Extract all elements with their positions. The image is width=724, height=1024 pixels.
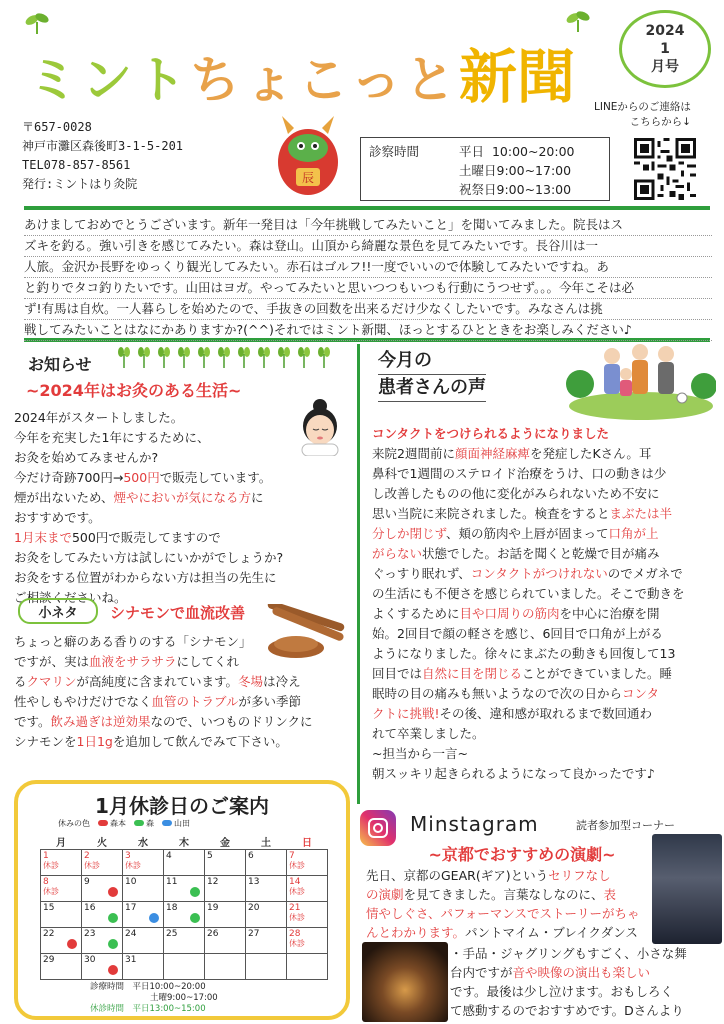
closed-label: 休診: [84, 861, 100, 870]
text-run: 状態でした。お話を聞くと乾燥で目が痛み: [422, 546, 660, 561]
highlight-text: コンタ: [622, 686, 660, 701]
calendar-day: [287, 928, 328, 954]
sprout-icon: [158, 346, 170, 368]
text-line: [366, 904, 648, 923]
text-line: [372, 684, 712, 704]
weekday-header: 木: [164, 834, 205, 850]
day-number: 2: [84, 851, 90, 861]
calendar-day: [123, 876, 164, 902]
text-run: は冷え: [263, 674, 301, 689]
notice-body: [14, 408, 294, 608]
day-number: 24: [125, 929, 137, 939]
calendar-day: [41, 902, 82, 928]
text-run: のでメガネで: [607, 566, 683, 581]
calendar-week: [41, 954, 328, 980]
postal-code: 〒657-0028: [22, 120, 92, 134]
text-run: シナモンを: [14, 734, 77, 749]
weekday-header: 日: [287, 834, 328, 850]
title-part3: 新聞: [459, 43, 576, 111]
calendar-day: [123, 902, 164, 928]
text-line: [372, 504, 712, 524]
calendar-day: [41, 928, 82, 954]
highlight-text: 血液をサラサラ: [89, 654, 177, 669]
staff-off-marker: [190, 887, 200, 897]
calendar-footer: [90, 982, 218, 1015]
text-run: を見てきました。言葉なしなのに、: [403, 887, 604, 902]
calendar-day: [246, 876, 287, 902]
text-line: [372, 444, 712, 464]
text-run: です。最後は少し泣けます。おもしろく: [450, 984, 674, 999]
text-line: [372, 724, 712, 744]
hours-time: 10:00~20:00: [491, 144, 575, 159]
highlight-text: 表: [603, 887, 617, 902]
divider: [24, 206, 710, 210]
text-run: に: [251, 490, 264, 505]
calendar-day: [164, 902, 205, 928]
sprout-icon: [24, 12, 50, 34]
text-run: 先日、京都のGEAR(ギア)という: [366, 868, 549, 883]
highlight-text: 顔面神経麻痺: [454, 446, 530, 461]
tip-body: [14, 632, 344, 752]
day-number: 15: [43, 903, 55, 913]
instagram-body: [366, 866, 648, 942]
text-line: [366, 923, 648, 942]
patient-voice-heading: [378, 348, 486, 402]
highlight-text: 分しか閉じず: [372, 526, 447, 541]
notice-line: お灸を始めてみませんか?: [14, 450, 159, 465]
day-number: 23: [84, 929, 96, 939]
calendar-day: [287, 902, 328, 928]
legend-item: [162, 818, 190, 829]
text-run: を発症したKさん。耳: [529, 446, 652, 461]
calendar-table: [40, 834, 328, 980]
intro-line: 戦してみたいことはなにかありますか?(^^)それではミント新聞、ほっとするひとときをお楽しみください♪: [24, 320, 712, 341]
telephone: TEL078-857-8561: [22, 158, 131, 172]
text-run: パントマイム・ブレイクダンス: [465, 925, 638, 940]
text-run: が高純度に含まれています。: [76, 674, 239, 689]
clinic-address: [22, 118, 183, 194]
publisher: 発行:ミントはり灸院: [22, 177, 138, 191]
calendar-day: [164, 876, 205, 902]
hours-day: 土曜日: [459, 163, 497, 178]
calendar-week: [41, 902, 328, 928]
highlight-text: クマリン: [26, 674, 77, 689]
text-run: よくするために: [372, 606, 460, 621]
highlight-text: コンタクトがつけれない: [470, 566, 608, 581]
day-number: 28: [289, 929, 301, 939]
text-run: 朝スッキリ起きられるようになって良かったです♪: [372, 766, 655, 781]
intro-line: 人旅。金沢か長野をゆっくり観光してみたい。赤石はゴルフ!!一度でいいので体験してみたいですね。あ: [24, 257, 712, 278]
weekday-header: 水: [123, 834, 164, 850]
calendar-day: [164, 850, 205, 876]
day-number: 21: [289, 903, 301, 913]
calendar-day: [246, 850, 287, 876]
highlight-text: 情やしぐさ、パフォーマンスでストーリーがちゃ: [366, 906, 640, 921]
notice-line: [14, 488, 294, 508]
legend-dot: [162, 820, 172, 826]
issue-unit: 月号: [651, 59, 679, 75]
closed-label: 休診: [125, 861, 141, 870]
hours-day: 祝祭日: [459, 182, 497, 197]
calendar-day: [246, 902, 287, 928]
calendar-legend: [58, 818, 190, 829]
highlight-text: セリフなし: [548, 868, 611, 883]
highlight-text: 飲み過ぎは逆効果: [50, 714, 151, 729]
calendar-day: [82, 902, 123, 928]
day-number: 16: [84, 903, 96, 913]
text-line: [366, 866, 648, 885]
day-number: 12: [207, 877, 219, 887]
street-address: 神戸市灘区森後町3-1-5-201: [22, 139, 184, 153]
line-qr-code[interactable]: [634, 138, 696, 200]
calendar-day: [205, 850, 246, 876]
text-run: 来院2週間前に: [372, 446, 455, 461]
voice-heading-line1: 今月の: [378, 348, 486, 375]
title-part1: ミント: [28, 51, 190, 109]
closed-label: 休診: [43, 861, 59, 870]
instagram-icon[interactable]: [360, 810, 396, 846]
text-line: [450, 944, 722, 963]
tip-title: シナモンで血流改善: [110, 604, 246, 622]
calendar-day: [246, 928, 287, 954]
day-number: 18: [166, 903, 178, 913]
text-run: が多い季節: [238, 694, 302, 709]
notice-line: お灸をしてみたい方は試しにいかがでしょうか?: [14, 550, 284, 565]
text-line: [372, 624, 712, 644]
calendar-day: [82, 876, 123, 902]
intro-line: ズキを釣る。強い引きを感じてみたい。森は登山。山頂から綺麗な景色を見てみたいです。長谷川は一: [24, 236, 712, 257]
tip-label: 小ネタ: [18, 598, 98, 624]
instagram-subtitle: ~京都でおすすめの演劇~: [428, 845, 616, 864]
text-line: [372, 464, 712, 484]
legend-dot: [134, 820, 144, 826]
sprout-icon: [278, 346, 290, 368]
calendar-week: [41, 876, 328, 902]
text-run: を中心に治療を開: [559, 606, 660, 621]
highlight-text: 1月末まで: [14, 530, 72, 545]
consultation-hours: [360, 137, 610, 201]
highlight-text: まぶたは半: [609, 506, 673, 521]
text-line: [372, 644, 712, 664]
instagram-section-title: Minstagram: [410, 812, 539, 836]
text-run: る: [14, 674, 27, 689]
hours-time: 9:00~13:00: [496, 182, 572, 197]
staff-off-marker: [108, 939, 118, 949]
calendar-week: [41, 850, 328, 876]
legend-item: [134, 818, 154, 829]
text-run: 、頬の筋肉や上唇が固まって: [446, 526, 609, 541]
legend-name: 森本: [110, 819, 126, 828]
highlight-text: がらない: [372, 546, 423, 561]
tip-line: ちょっと癖のある香りのする「シナモン」: [14, 634, 252, 649]
text-line: [450, 1001, 722, 1020]
svg-text:辰: 辰: [301, 171, 315, 185]
text-run: 500円で販売してますので: [71, 530, 221, 545]
day-number: 10: [125, 877, 137, 887]
hours-time: 9:00~17:00: [496, 163, 572, 178]
weekday-header: 土: [246, 834, 287, 850]
day-number: 4: [166, 851, 172, 861]
staff-off-marker: [108, 913, 118, 923]
text-run: にしてくれ: [176, 654, 240, 669]
dragon-daruma-illustration: [272, 112, 344, 198]
calendar-hours: 診療時間 平日10:00~20:00: [90, 982, 206, 992]
line-contact-note: [594, 100, 691, 130]
day-number: 14: [289, 877, 301, 887]
tip-line: [14, 672, 344, 692]
intro-paragraph: [24, 215, 712, 341]
highlight-text: 煙やにおいが気になる方: [113, 490, 252, 505]
highlight-text: 口角が上: [608, 526, 659, 541]
text-run: ぐっすり眠れず、: [372, 566, 471, 581]
calendar-day: [205, 902, 246, 928]
highlight-text: 血管のトラブル: [151, 694, 239, 709]
day-number: 9: [84, 877, 90, 887]
notice-line: おすすめです。: [14, 510, 101, 525]
sprout-icon: [238, 346, 250, 368]
line-note-2: こちらから↓: [629, 116, 691, 128]
highlight-text: の演劇: [366, 887, 404, 902]
closed-label: 休診: [289, 887, 305, 896]
calendar-day: [205, 876, 246, 902]
day-number: 17: [125, 903, 137, 913]
highlight-text: 自然に目を閉じる: [422, 666, 523, 681]
calendar-break-hours: 休診時間 平日13:00~15:00: [90, 1004, 206, 1014]
sprout-icon: [198, 346, 210, 368]
text-line: [372, 664, 712, 684]
closed-days-calendar: [14, 780, 350, 1020]
weekday-header: 月: [41, 834, 82, 850]
text-run: ようになりました。徐々にまぶたの動きも回復して13: [372, 646, 676, 661]
legend-label: 休みの色: [58, 819, 90, 828]
sprout-icon: [218, 346, 230, 368]
column-divider: [357, 344, 360, 804]
day-number: 25: [166, 929, 178, 939]
day-number: 31: [125, 955, 137, 965]
stage-photo: [362, 942, 448, 1022]
day-number: 11: [166, 877, 178, 887]
notice-subtitle: ~2024年はお灸のある生活~: [26, 381, 242, 400]
calendar-week: [41, 928, 328, 954]
notice-line: [14, 528, 294, 548]
text-line: [366, 885, 648, 904]
day-number: 3: [125, 851, 131, 861]
family-illustration: [566, 342, 716, 420]
calendar-day: [82, 954, 123, 980]
day-number: 27: [248, 929, 260, 939]
calendar-day: [123, 954, 164, 980]
voice-body: [372, 444, 712, 784]
calendar-day: [205, 928, 246, 954]
closed-label: 休診: [43, 887, 59, 896]
day-number: 19: [207, 903, 219, 913]
calendar-day: [287, 850, 328, 876]
sprout-icon: [138, 346, 150, 368]
sprout-icon: [298, 346, 310, 368]
text-line: [372, 564, 712, 584]
calendar-day: [287, 876, 328, 902]
highlight-text: 1日1g: [76, 734, 113, 749]
day-number: 20: [248, 903, 260, 913]
weekday-header: 火: [82, 834, 123, 850]
text-run: 今だけ奇跡700円→: [14, 470, 124, 485]
day-number: 29: [43, 955, 55, 965]
legend-item: [98, 818, 126, 829]
day-number: 7: [289, 851, 295, 861]
notice-heading: お知らせ: [28, 355, 92, 374]
issue-year: 2024: [645, 23, 685, 39]
text-run: れて卒業しました。: [372, 726, 485, 741]
highlight-text: クトに挑戦!: [372, 706, 440, 721]
sprout-icon: [318, 346, 330, 368]
text-run: 回目では: [372, 666, 423, 681]
notice-line: [14, 468, 294, 488]
text-line: [372, 544, 712, 564]
tip-line: [14, 712, 344, 732]
voice-subtitle: コンタクトをつけられるようになりました: [372, 426, 610, 441]
calendar-day: [123, 850, 164, 876]
sprout-icon: [258, 346, 270, 368]
text-run: ことができていました。睡: [522, 666, 673, 681]
hours-day: 平日: [459, 144, 485, 159]
calendar-day: [123, 928, 164, 954]
text-run: ですが、実は: [14, 654, 90, 669]
sprout-decoration: [118, 346, 330, 368]
day-number: 22: [43, 929, 55, 939]
day-number: 8: [43, 877, 49, 887]
notice-line: 今年を充実した1年にするために、: [14, 430, 210, 445]
legend-dot: [98, 820, 108, 826]
text-run: 鼻科で1週間のステロイド治療をうけ、口の動きは少: [372, 466, 667, 481]
closed-label: 休診: [289, 861, 305, 870]
text-run: なので、いつものドリンクに: [150, 714, 313, 729]
text-run: で販売しています。: [159, 470, 272, 485]
text-run: ~担当から一言~: [372, 746, 468, 761]
day-number: 6: [248, 851, 254, 861]
weekday-header: 金: [205, 834, 246, 850]
text-line: [372, 524, 712, 544]
day-number: 26: [207, 929, 219, 939]
issue-date-badge: [619, 10, 711, 88]
text-run: さんより: [633, 1003, 684, 1018]
line-note-1: LINEからのご連絡は: [594, 101, 691, 113]
calendar-day: [246, 954, 287, 980]
tip-line: [14, 732, 344, 752]
tip-line: [14, 692, 344, 712]
calendar-day: [41, 954, 82, 980]
highlight-text: 音や映像の演出も楽しい: [512, 965, 651, 980]
text-run: の生活にも不便さを感じられていました。そこで動きを: [372, 586, 685, 601]
staff-off-marker: [108, 887, 118, 897]
highlight-text: んとわかります。: [366, 925, 466, 940]
text-line: [372, 584, 712, 604]
calendar-day: [82, 850, 123, 876]
text-run: 煙が出ないため、: [14, 490, 114, 505]
text-run: 台内ですが: [450, 965, 513, 980]
highlight-text: 冬場: [238, 674, 264, 689]
theater-photo: [652, 834, 722, 944]
text-line: [372, 744, 712, 764]
notice-line: ご相談くださいね。: [14, 590, 127, 605]
text-run: 思い当院に来院されました。検査をすると: [372, 506, 610, 521]
legend-name: 山田: [174, 819, 190, 828]
staff-off-marker: [108, 965, 118, 975]
closed-label: 休診: [289, 939, 305, 948]
hours-label: 診察時間: [369, 144, 420, 159]
text-line: [372, 484, 712, 504]
sprout-icon: [118, 346, 130, 368]
calendar-day: [205, 954, 246, 980]
calendar-day: [164, 928, 205, 954]
text-run: を追加して飲んでみて下さい。: [112, 734, 288, 749]
staff-off-marker: [149, 913, 159, 923]
voice-heading-line2: 患者さんの声: [378, 375, 486, 402]
sprout-icon: [565, 10, 591, 32]
calendar-day: [41, 850, 82, 876]
text-line: [372, 704, 712, 724]
highlight-text: 500円: [123, 470, 160, 485]
intro-line: ず!有馬は自炊。一人暮らしを始めたので、手抜きの回数を出来るだけ少なくしたいです。みなさんは挑: [24, 299, 712, 320]
highlight-text: 目や口周りの筋肉: [459, 606, 560, 621]
sprout-icon: [178, 346, 190, 368]
text-line: [450, 963, 722, 982]
calendar-title: 1月休診日のご案内: [95, 794, 269, 818]
text-run: ・手品・ジャグリングもすごく、小さな舞: [450, 946, 687, 961]
newspaper-title: [28, 30, 575, 114]
text-run: て感動するのでおすすめです。D: [450, 1003, 634, 1018]
title-part2: ちょこっと: [190, 51, 459, 109]
calendar-day: [82, 928, 123, 954]
calendar-day: [41, 876, 82, 902]
text-run: 始。2回目で顔の軽さを感じ、6回目で口角が上がる: [372, 626, 663, 641]
issue-month: 1: [660, 41, 670, 57]
legend-name: 森: [146, 819, 154, 828]
calendar-day: [164, 954, 205, 980]
tip-line: [14, 652, 344, 672]
notice-line: 2024年がスタートしました。: [14, 410, 184, 425]
day-number: 5: [207, 851, 213, 861]
calendar-day: [287, 954, 328, 980]
reader-corner-label: 読者参加型コーナー: [576, 819, 675, 832]
calendar-hours: 土曜9:00~17:00: [150, 993, 218, 1003]
intro-line: と釣りでタコ釣りたいです。山田はヨガ。やってみたいと思いつつもいつも行動にうつせず。。。今年こそは必: [24, 278, 712, 299]
text-line: [372, 764, 712, 784]
text-run: 性やしもやけだけでなく: [14, 694, 152, 709]
day-number: 1: [43, 851, 49, 861]
text-run: し改善したものの他に変化がみられないため不安に: [372, 486, 660, 501]
woman-moxa-illustration: [290, 398, 350, 456]
notice-line: お灸をする位置がわからない方は担当の先生に: [14, 570, 277, 585]
intro-line: あけましておめでとうございます。新年一発目は「今年挑戦してみたいこと」を聞いてみました。院長はス: [24, 215, 712, 236]
text-run: 眠時の目の痛みも無いようなので次の日から: [372, 686, 623, 701]
text-run: その後、違和感が取れるまで数回通わ: [439, 706, 653, 721]
closed-label: 休診: [289, 913, 305, 922]
instagram-body: [450, 944, 722, 1020]
text-line: [450, 982, 722, 1001]
staff-off-marker: [67, 939, 77, 949]
day-number: 13: [248, 877, 260, 887]
day-number: 30: [84, 955, 96, 965]
staff-off-marker: [190, 913, 200, 923]
text-line: [372, 604, 712, 624]
text-run: です。: [14, 714, 51, 729]
